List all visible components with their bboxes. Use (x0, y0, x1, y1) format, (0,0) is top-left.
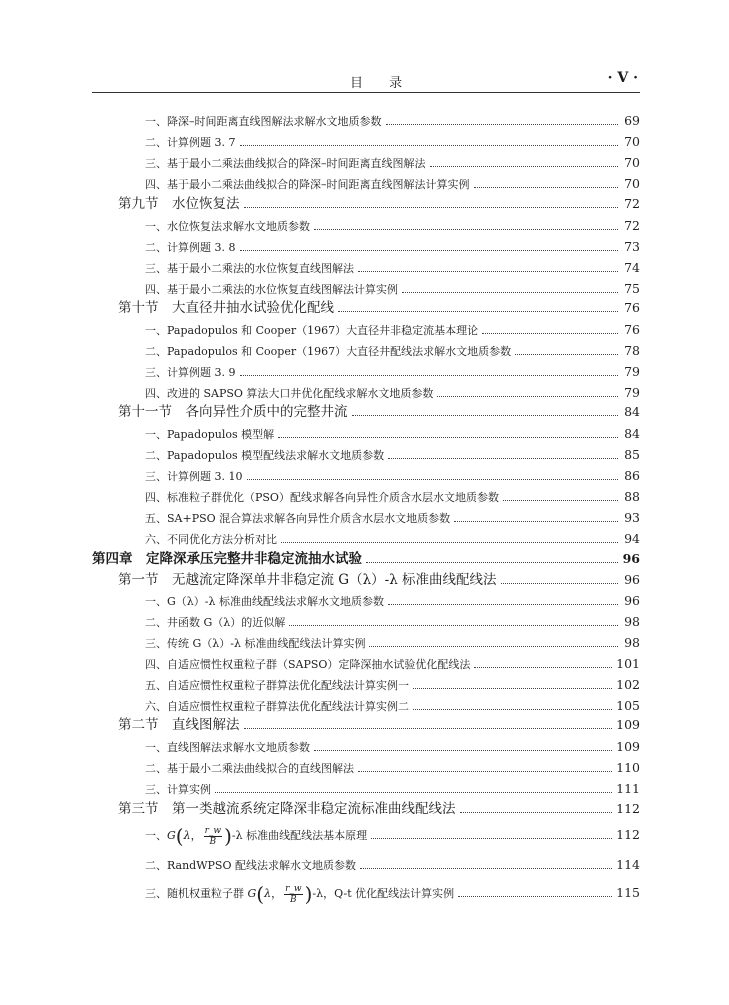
toc-entry-label: 三、随机权重粒子群 G(λ， $\frac{r\_w}{B}$ )-λ，Q-t 优化配线法计算实例 (145, 882, 455, 906)
leader-dots (314, 217, 618, 230)
toc-entry-label: 三、传统 G（λ）-λ 标准曲线配线法计算实例 (145, 637, 366, 650)
toc-entry-label: 四、标准粒子群优化（PSO）配线求解各向异性介质含水层水文地质参数 (145, 491, 499, 504)
leader-dots (482, 321, 618, 334)
header-title: 目 录 (350, 76, 403, 91)
toc-entry-page: 109 (616, 717, 640, 732)
toc-entry[interactable] (145, 446, 640, 464)
leader-dots (371, 826, 612, 839)
toc-entry[interactable] (145, 259, 640, 277)
left-paren: ( (175, 824, 184, 848)
leader-dots (281, 530, 618, 543)
leader-dots (215, 780, 612, 793)
toc-entry-page: 112 (616, 827, 640, 842)
leader-dots (388, 592, 618, 605)
toc-entry-label: 第二节 直线图解法 (118, 717, 240, 733)
lambda-symbol: λ (264, 887, 272, 900)
toc-entry-page: 110 (616, 760, 640, 775)
toc-section-entry[interactable] (118, 571, 640, 589)
toc-entry-label: 第十节 大直径井抽水试验优化配线 (118, 300, 334, 316)
leader-dots (366, 550, 618, 563)
toc-entry[interactable] (145, 655, 640, 673)
toc-entry-label: 三、计算例题 3. 9 (145, 366, 236, 379)
toc-section-entry[interactable] (118, 800, 640, 818)
toc-entry[interactable] (145, 509, 640, 527)
entry-suffix: -λ 标准曲线配线法基本原理 (231, 829, 368, 842)
leader-dots (240, 363, 619, 376)
leader-dots (240, 238, 619, 251)
leader-dots (402, 280, 618, 293)
toc-entry-label: 第三节 第一类越流系统定降深非稳定流标准曲线配线法 (118, 801, 456, 817)
leader-dots (338, 299, 618, 312)
toc-entry[interactable] (145, 321, 640, 339)
leader-dots (437, 384, 618, 397)
toc-entry[interactable] (145, 112, 640, 130)
leader-dots (458, 884, 612, 897)
toc-entry-page: 111 (616, 781, 640, 796)
leader-dots (278, 425, 618, 438)
toc-entry-page: 78 (624, 343, 640, 358)
toc-entry-page: 101 (616, 656, 640, 671)
toc-entry[interactable] (145, 780, 640, 798)
toc-entry-page: 88 (624, 489, 640, 504)
toc-section-entry[interactable] (118, 299, 640, 317)
fraction-denominator: B (290, 894, 297, 905)
page-header (92, 68, 640, 93)
toc-entry-label: 四、改进的 SAPSO 算法大口井优化配线求解水文地质参数 (145, 387, 434, 400)
toc-entry[interactable] (145, 425, 640, 443)
toc-entry-label: 二、RandWPSO 配线法求解水文地质参数 (145, 859, 356, 872)
leader-dots (388, 446, 618, 459)
toc-entry-label: 四、基于最小二乘法曲线拟合的降深–时间距离直线图解法计算实例 (145, 178, 470, 191)
toc-entry-page: 85 (624, 447, 640, 462)
toc-entry-page: 102 (616, 677, 640, 692)
toc-entry-page: 96 (624, 572, 640, 587)
toc-entry-page: 112 (616, 801, 640, 816)
toc-entry[interactable] (145, 280, 640, 298)
leader-dots (474, 175, 619, 188)
leader-dots (515, 342, 618, 355)
toc-entry-label: 五、自适应惯性权重粒子群算法优化配线法计算实例一 (145, 679, 409, 692)
leader-dots (460, 800, 613, 813)
toc-entry-label: 一、Papadopulos 和 Cooper（1967）大直径井非稳定流基本理论 (145, 324, 479, 337)
toc-entry[interactable] (145, 676, 640, 694)
toc-entry-label: 第九节 水位恢复法 (118, 196, 240, 212)
toc-entry-page: 75 (624, 281, 640, 296)
fraction-numerator: r_w (204, 825, 222, 836)
toc-entry-formula[interactable] (145, 822, 640, 848)
toc-entry[interactable] (145, 613, 640, 631)
toc-entry-label: 二、计算例题 3. 8 (145, 241, 236, 254)
toc-entry-label: 一、水位恢复法求解水文地质参数 (145, 220, 310, 233)
leader-dots (413, 676, 612, 689)
toc-entry-page: 74 (624, 260, 640, 275)
toc-entry-page: 72 (624, 218, 640, 233)
toc-entry[interactable] (145, 217, 640, 235)
toc-entry-label: 四、基于最小二乘法的水位恢复直线图解法计算实例 (145, 283, 398, 296)
toc-entry-page: 98 (624, 635, 640, 650)
toc-section-entry[interactable] (118, 195, 640, 213)
toc-entry-label: 二、Papadopulos 模型配线法求解水文地质参数 (145, 449, 385, 462)
leader-dots (501, 571, 618, 584)
toc-entry[interactable] (145, 592, 640, 610)
toc-entry[interactable] (145, 856, 640, 874)
toc-entry-page: 105 (616, 698, 640, 713)
fraction-denominator: B (209, 836, 217, 847)
toc-entry-label: 二、计算例题 3. 7 (145, 136, 236, 149)
toc-entry-page: 96 (622, 551, 640, 566)
toc-entry-label: 一、降深–时间距离直线图解法求解水文地质参数 (145, 115, 382, 128)
page-number-roman: · V · (607, 70, 638, 86)
toc-entry-label: 六、自适应惯性权重粒子群算法优化配线法计算实例二 (145, 700, 409, 713)
toc-entry-label: 一、G（λ）-λ 标准曲线配线法求解水文地质参数 (145, 595, 384, 608)
toc-entry-page: 69 (624, 113, 640, 128)
toc-entry[interactable] (145, 634, 640, 652)
toc-entry[interactable] (145, 530, 640, 548)
leader-dots (503, 488, 618, 501)
leader-dots (352, 403, 619, 416)
fraction-numerator: r_w (285, 883, 302, 894)
toc-chapter-entry[interactable] (92, 550, 640, 568)
toc-entry-page: 76 (624, 322, 640, 337)
toc-entry-page: 93 (624, 510, 640, 525)
right-paren: ) (304, 882, 313, 906)
leader-dots (474, 655, 612, 668)
toc-entry-page: 109 (616, 739, 640, 754)
fraction (204, 826, 223, 847)
leader-dots (247, 467, 619, 480)
toc-entry-page: 96 (624, 593, 640, 608)
toc-entry-label: 六、不同优化方法分析对比 (145, 533, 277, 546)
toc-entry-label: 三、基于最小二乘法的水位恢复直线图解法 (145, 262, 354, 275)
toc-entry-label: 三、计算例题 3. 10 (145, 470, 243, 483)
leader-dots (454, 509, 618, 522)
toc-entry[interactable] (145, 175, 640, 193)
leader-dots (358, 259, 618, 272)
toc-entry-label: 一、Papadopulos 模型解 (145, 428, 275, 441)
toc-entry-page: 79 (624, 364, 640, 379)
toc-entry-label: 一、G(λ， $\frac{r\_w}{B}$ )-λ 标准曲线配线法基本原理 (145, 824, 368, 848)
leader-dots (430, 154, 619, 167)
fraction (284, 884, 303, 905)
toc-section-entry[interactable] (118, 403, 640, 421)
toc-entry-label: 第十一节 各向异性介质中的完整井流 (118, 404, 348, 420)
toc-entry-page: 94 (624, 531, 640, 546)
toc-entry[interactable] (145, 238, 640, 256)
toc-entry-label: 四、自适应惯性权重粒子群（SAPSO）定降深抽水试验优化配线法 (145, 658, 471, 671)
toc-entry-page: 86 (624, 468, 640, 483)
function-symbol: G (247, 887, 257, 900)
toc-entry-page: 70 (624, 176, 640, 191)
toc-entry[interactable] (145, 467, 640, 485)
toc-entry-page: 76 (624, 300, 640, 315)
toc-entry-page: 115 (616, 885, 640, 900)
leader-dots (244, 716, 613, 729)
left-paren: ( (256, 882, 265, 906)
toc-entry[interactable] (145, 697, 640, 715)
leader-dots (358, 759, 612, 772)
lambda-symbol: λ (183, 829, 191, 842)
toc-entry-page: 70 (624, 134, 640, 149)
leader-dots (369, 634, 618, 647)
toc-entry-label: 第四章 定降深承压完整井非稳定流抽水试验 (92, 551, 362, 567)
toc-entry-label: 三、基于最小二乘法曲线拟合的降深–时间距离直线图解法 (145, 157, 426, 170)
toc-entry[interactable] (145, 738, 640, 756)
entry-prefix: 三、随机权重粒子群 (145, 887, 248, 900)
toc-entry-page: 70 (624, 155, 640, 170)
leader-dots (413, 697, 612, 710)
toc-section-entry[interactable] (118, 716, 640, 734)
leader-dots (386, 112, 619, 125)
leader-dots (289, 613, 618, 626)
toc-entry[interactable] (145, 342, 640, 360)
toc-entry-page: 98 (624, 614, 640, 629)
toc-entry-page: 72 (624, 196, 640, 211)
right-paren: ) (224, 824, 232, 848)
toc-entry-page: 114 (616, 857, 640, 872)
toc-entry-label: 二、Papadopulos 和 Cooper（1967）大直径井配线法求解水文地质参数 (145, 345, 512, 358)
toc-entry-label: 五、SA+PSO 混合算法求解各向异性介质含水层水文地质参数 (145, 512, 451, 525)
toc-entry-label: 二、基于最小二乘法曲线拟合的直线图解法 (145, 762, 354, 775)
toc-entry[interactable] (145, 759, 640, 777)
toc-entry[interactable] (145, 154, 640, 172)
entry-suffix: -λ，Q-t 优化配线法计算实例 (312, 887, 455, 900)
entry-prefix: 一、 (145, 829, 167, 842)
toc-entry[interactable] (145, 384, 640, 402)
toc-entry-label: 第一节 无越流定降深单井非稳定流 G（λ）-λ 标准曲线配线法 (118, 572, 497, 588)
toc-entry-page: 84 (624, 426, 640, 441)
toc-entry[interactable] (145, 363, 640, 381)
toc-entry[interactable] (145, 488, 640, 506)
toc-entry-page: 79 (624, 385, 640, 400)
toc-entry-label: 一、直线图解法求解水文地质参数 (145, 741, 310, 754)
leader-dots (314, 738, 612, 751)
leader-dots (244, 195, 619, 208)
toc-entry-page: 73 (624, 239, 640, 254)
toc-entry-formula[interactable] (145, 880, 640, 906)
leader-dots (240, 133, 619, 146)
function-symbol: G (167, 829, 176, 842)
toc-entry-page: 84 (624, 404, 640, 419)
toc-entry-label: 三、计算实例 (145, 783, 211, 796)
leader-dots (360, 856, 612, 869)
toc-entry-label: 二、井函数 G（λ）的近似解 (145, 616, 286, 629)
toc-entry[interactable] (145, 133, 640, 151)
